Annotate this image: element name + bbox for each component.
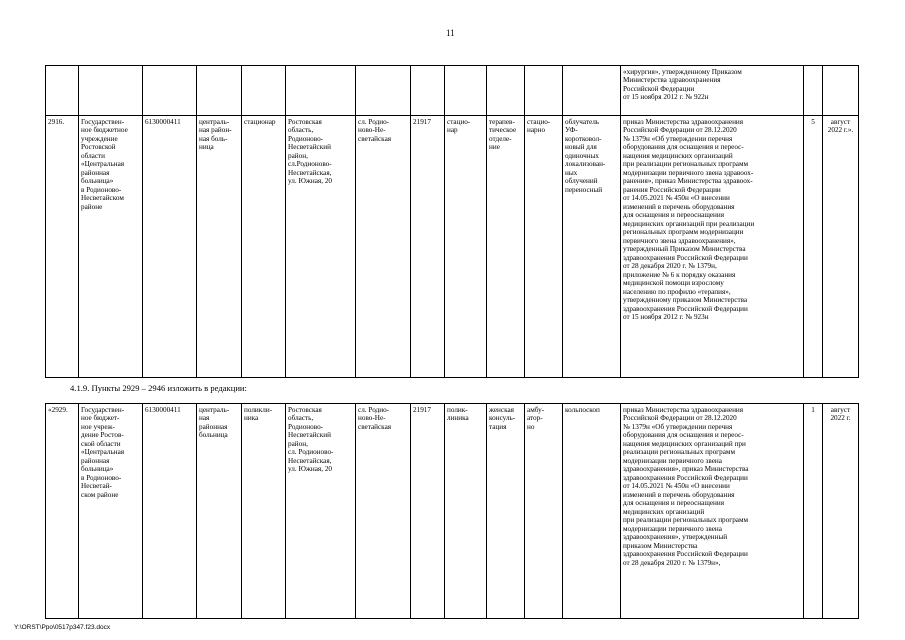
text-line: Несветайском — [81, 194, 124, 203]
text-line: медицинских организаций при реализации — [623, 219, 755, 228]
text-line: нарно — [527, 126, 546, 135]
organization-name — [79, 116, 143, 378]
text-line: женская — [489, 406, 514, 414]
text-line: ника — [244, 414, 259, 423]
text-line: здравоохранения Российской Федерации — [623, 304, 748, 313]
text-line: Несветайская, — [288, 456, 332, 465]
text-line: ница — [199, 143, 214, 152]
text-line: утвержденный Приказом Министерства — [623, 245, 746, 254]
text-line: ул. Южная, 20 — [288, 177, 333, 186]
text-line: поликли- — [244, 406, 273, 414]
text-line: для оснащения и переоснащения — [623, 211, 725, 220]
text-line: изменений в перечень оборудования — [623, 202, 735, 211]
text-line: районная — [81, 168, 110, 177]
equipment-table-new — [45, 403, 859, 619]
text-line: централь- — [199, 406, 230, 414]
text-line: модернизации первичного звена — [623, 524, 722, 533]
text-line: сл.Родионово- — [288, 160, 332, 169]
text-line: «Центральная — [81, 160, 125, 169]
row-number: 2916. — [46, 116, 79, 378]
room — [525, 404, 563, 619]
organization-name — [79, 404, 143, 619]
text-line: от 15 ноября 2012 г. № 922н — [623, 93, 709, 102]
text-line: стацио- — [447, 118, 471, 126]
text-line: от 28 декабря 2020 г. № 1379н, — [623, 262, 717, 271]
text-line: одиночных — [565, 151, 600, 160]
text-line: ная — [199, 414, 210, 423]
row-number: «2929. — [46, 404, 79, 619]
text-line: ное бюджетное — [81, 126, 128, 135]
text-line: оборудования для оснащения и переос- — [623, 431, 744, 440]
text-line: от 14.05.2021 № 450н «О внесении — [623, 482, 730, 491]
text-line: облучатель — [565, 118, 600, 126]
text-line: районе — [81, 202, 103, 211]
text-line: нащения медицинских организаций — [623, 151, 733, 160]
text-line: области — [81, 151, 106, 160]
text-line: ской области — [81, 439, 121, 448]
text-line: приложение № 6 к порядку оказания — [623, 270, 736, 279]
department — [487, 116, 525, 378]
text-line: населению по профилю «терапия», — [623, 287, 731, 296]
section-heading: 4.1.9. Пункты 2929 – 2946 изложить в редакции: — [70, 383, 247, 393]
legal-basis-cell — [621, 66, 804, 116]
text-line: централь- — [199, 118, 230, 126]
text-line: № 1379н «Об утверждении перечня — [623, 422, 733, 431]
due-date — [823, 116, 859, 378]
organization-code: 6130000411 — [143, 116, 197, 378]
text-line: приказом Министерства — [623, 541, 698, 550]
text-line: Ростовская — [288, 118, 322, 126]
text-line: изменений в перечень оборудования — [623, 490, 735, 499]
text-line: Ростовской — [81, 143, 116, 152]
text-line: сл. Родио- — [358, 118, 390, 126]
text-line: район, — [288, 151, 308, 160]
text-line: районная — [81, 456, 110, 465]
text-line: от 28 декабря 2020 г. № 1379н», — [623, 558, 721, 567]
address — [286, 116, 356, 378]
index-code: 21917 — [411, 116, 445, 378]
text-line: ново-Не- — [358, 414, 386, 423]
footer-file-path: Y:\ORST\Ppo\0517p347.f23.docx — [14, 624, 111, 631]
text-line: здравоохранения», утвержденный — [623, 533, 728, 542]
table-row-2929 — [46, 404, 859, 619]
text-line: 2022 г.». — [827, 126, 854, 135]
text-line: больница — [199, 431, 228, 440]
text-line: Министерства здравоохранения — [623, 76, 721, 85]
text-line: Российской Федерации от 28.12.2020 — [623, 414, 737, 423]
text-line: в Родионово- — [81, 473, 122, 482]
text-line: район, — [288, 439, 308, 448]
text-line: август — [830, 406, 851, 414]
text-line: региональных программ модернизации — [623, 228, 744, 237]
text-line: линика — [447, 414, 469, 423]
text-line: для оснащения и переоснащения — [623, 499, 725, 508]
text-line: ул. Южная, 20 — [288, 465, 333, 474]
text-line: светайская — [358, 134, 392, 143]
page-number: 11 — [446, 28, 455, 38]
text-line: «Центральная — [81, 448, 125, 457]
text-line: локализован- — [565, 160, 606, 169]
text-line: нащения медицинских организаций при — [623, 439, 746, 448]
address — [286, 404, 356, 619]
text-line: при реализации региональных программ — [623, 160, 749, 169]
text-line: область, — [288, 414, 314, 423]
care-form — [242, 404, 286, 619]
text-line: больница» — [81, 465, 114, 474]
text-line: медицинской помощи взрослому — [623, 279, 724, 288]
text-line: ском районе — [81, 490, 119, 499]
text-line: от 14.05.2021 № 450н «О внесении — [623, 194, 730, 203]
care-form: стационар — [242, 116, 286, 378]
text-line: больница» — [81, 177, 114, 186]
room — [525, 116, 563, 378]
text-line: ние — [489, 143, 500, 152]
text-line: ранения Российской Федерации — [623, 185, 721, 194]
text-line: Ростовская — [288, 406, 322, 414]
text-line: здравоохранения Российской Федерации — [623, 550, 748, 559]
department — [487, 404, 525, 619]
text-line: Родионово- — [288, 134, 324, 143]
text-line: от 15 ноября 2012 г. № 923н — [623, 313, 709, 322]
text-line: № 1379н «Об утверждении перечня — [623, 134, 733, 143]
text-line: приказ Министерства здравоохранения — [623, 406, 744, 414]
text-line: Государствен- — [81, 406, 125, 414]
text-line: отделе- — [489, 134, 512, 143]
text-line: реализации региональных программ — [623, 448, 735, 457]
text-line: учреждение — [81, 134, 118, 143]
text-line: дение Ростов- — [81, 431, 124, 440]
text-line: Несветай- — [81, 482, 112, 491]
due-date — [823, 404, 859, 619]
organization-type — [197, 404, 242, 619]
text-line: 2022 г. — [830, 414, 851, 423]
legal-basis-cell — [621, 404, 804, 619]
text-line: переносный — [565, 185, 603, 194]
text-line: новый для — [565, 143, 597, 152]
text-line: оборудования для оснащения и переос- — [623, 143, 744, 152]
quantity: 1 — [804, 404, 823, 619]
text-line: районная — [199, 422, 228, 431]
text-line: в Родионово- — [81, 185, 122, 194]
text-line: коротковол- — [565, 134, 602, 143]
text-line: приказ Министерства здравоохранения — [623, 118, 744, 126]
text-line: ное учреж- — [81, 422, 115, 431]
locality — [356, 116, 411, 378]
text-line: ново-Не- — [358, 126, 386, 135]
text-line: область, — [288, 126, 314, 135]
unit-type — [445, 116, 487, 378]
text-line: первичного звена здравоохранения», — [623, 236, 736, 245]
equipment-table-continued — [45, 65, 859, 378]
text-line: здравоохранения Российской Федерации — [623, 473, 748, 482]
table-row-continuation — [46, 66, 859, 116]
text-line: Несветайский — [288, 143, 331, 152]
text-line: ная боль- — [199, 134, 228, 143]
text-line: здравоохранения», приказ Министерства — [623, 465, 749, 474]
text-line: Государствен- — [81, 118, 125, 126]
text-line: ранения», приказ Министерства здравоох- — [623, 177, 753, 186]
text-line: но — [527, 422, 535, 431]
unit-type — [445, 404, 487, 619]
text-line: при реализации региональных программ — [623, 516, 749, 525]
text-line: Российской Федерации от 28.12.2020 — [623, 126, 737, 135]
text-line: модернизации первичного звена — [623, 456, 722, 465]
text-line: медицинских организаций — [623, 507, 705, 516]
organization-type — [197, 116, 242, 378]
text-line: сл. Родионово- — [288, 448, 334, 457]
text-line: Несветайская, — [288, 168, 332, 177]
equipment-name: кольпоскоп — [563, 404, 621, 619]
text-line: Российской Федерации — [623, 84, 695, 93]
text-line: ное бюджет- — [81, 414, 120, 423]
text-line: ных — [565, 168, 578, 177]
text-line: облучений — [565, 177, 598, 186]
text-line: стацио- — [527, 118, 551, 126]
text-line: модернизации первичного звена здравоох- — [623, 168, 754, 177]
organization-code: 6130000411 — [143, 404, 197, 619]
text-line: утвержденному приказом Министерства — [623, 296, 748, 305]
text-line: консуль- — [489, 414, 516, 423]
text-line: здравоохранения Российской Федерации — [623, 253, 748, 262]
text-line: УФ- — [565, 126, 578, 135]
text-line: терапев- — [489, 118, 515, 126]
text-line: тическое — [489, 126, 517, 135]
text-line: сл. Родио- — [358, 406, 390, 414]
equipment-name — [563, 116, 621, 378]
text-line: Родионово- — [288, 422, 324, 431]
text-line: тация — [489, 422, 507, 431]
text-line: полик- — [447, 406, 468, 414]
text-line: август — [830, 118, 851, 126]
legal-basis-cell — [621, 116, 804, 378]
locality — [356, 404, 411, 619]
text-line: амбу- — [527, 406, 545, 414]
quantity: 5 — [804, 116, 823, 378]
table-row-2916 — [46, 116, 859, 378]
text-line: Несветайский — [288, 431, 331, 440]
text-line: «хирургия», утвержденному Приказом — [623, 68, 742, 76]
text-line: нар — [447, 126, 458, 135]
text-line: ная район- — [199, 126, 232, 135]
text-line: светайская — [358, 422, 392, 431]
index-code: 21917 — [411, 404, 445, 619]
text-line: атор- — [527, 414, 543, 423]
